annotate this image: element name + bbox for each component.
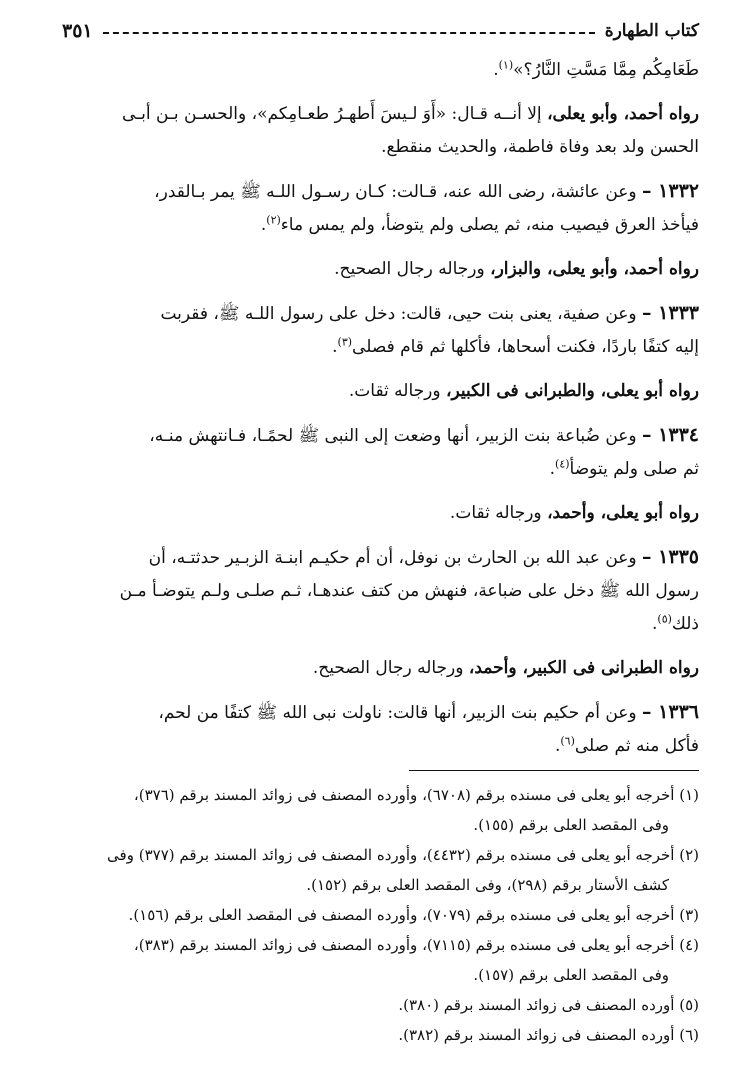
text-line: وعن عبد الله بن الحارث بن نوفل، أن أم حكيـم ابنـة الزبـير حدثتـه، أن	[148, 548, 637, 568]
footnote-marker: (٢)	[679, 846, 699, 864]
text-line: ورجاله ثقات.	[449, 503, 542, 523]
footnote-ref: (٦)	[560, 734, 575, 748]
text-line: طَعَامِكُم مِمَّا مَسَّتِ النَّارُ؟»	[513, 60, 699, 80]
footnote	[62, 840, 699, 900]
hadith-number: ١٣٣٢ –	[642, 180, 699, 202]
footnote-marker: (٤)	[679, 936, 699, 954]
footnote	[62, 930, 699, 990]
text-line: ورجاله ثقات.	[348, 381, 441, 401]
footnote-text: كشف الأستار برقم (٢٩٨)، وفى المقصد العلى برقم (١٥٢).	[306, 876, 669, 894]
hadith-block: ١٣٣٦ – وعن أم حكيم بنت الزبير، أنها قالت: ناولت نبى الله ﷺ كتفًا من لحم، فأكل منه ثم صلى$^{(٦)}$.	[158, 701, 699, 756]
text-block: طَعَامِكُم مِمَّا مَسَّتِ النَّارُ؟»$^{(١)}$.	[493, 58, 699, 80]
source-attribution: رواه أحمد، وأبو يعلى،	[547, 104, 699, 124]
text-line: إليه كتفًا باردًا، فكنت أسحاها، فأكلها ثم قام فصلى	[352, 337, 699, 357]
hadith-block: ١٣٣٥ – وعن عبد الله بن الحارث بن نوفل، أن أم حكيـم ابنـة الزبـير حدثتـه، أن رسول الله ﷺ دخل على ضباعة، فنهش من كتف عندهـا، ثـم صلـى ولـم يتوضـأ مـن ذلك$^{(٥)}$.	[119, 546, 699, 634]
header-dash-rule	[103, 32, 595, 34]
footnote-separator	[409, 770, 699, 771]
text-line: ورجاله رجال الصحيح.	[312, 658, 464, 678]
book-title: كتاب الطهارة	[604, 21, 699, 41]
text-line: وعن ضُباعة بنت الزبير، أنها وضعت إلى النبى ﷺ لحمًـا، فـانتهش منـه،	[149, 426, 637, 446]
text-line: ثم صلى ولم يتوضأ	[569, 459, 699, 479]
footnote-text: أخرجه أبو يعلى فى مسنده برقم (٦٧٠٨)، وأورده المصنف فى زوائد المسند برقم (٣٧٦)،	[133, 786, 675, 804]
footnote-text: وفى المقصد العلى برقم (١٥٧).	[473, 966, 669, 984]
source-attribution: رواه الطبرانى فى الكبير، وأحمد،	[468, 658, 699, 678]
text-line: ورجاله رجال الصحيح.	[334, 259, 485, 279]
text-line: ذلك	[671, 614, 699, 634]
footnote-text: وفى المقصد العلى برقم (١٥٥).	[473, 816, 669, 834]
source-attribution: رواه أبو يعلى، وأحمد،	[547, 503, 699, 523]
text-line: إلا أنــه قـال: «أَوَ لـيسَ أَطهـرُ طعـامِكم»، والحسـن بـن أبـى	[121, 104, 542, 124]
hadith-number: ١٣٣٥ –	[642, 546, 699, 568]
hadith-number: ١٣٣٣ –	[642, 302, 699, 324]
footnote	[62, 780, 699, 840]
footnote-text: أخرجه أبو يعلى فى مسنده برقم (٧١١٥)، وأورده المصنف فى زوائد المسند برقم (٣٨٣)،	[133, 936, 675, 954]
footnote-ref: (٢)	[266, 213, 281, 227]
footnote-ref: (٥)	[657, 612, 672, 626]
main-text	[62, 54, 699, 774]
footnote-marker: (١)	[679, 786, 699, 804]
page-number: ٣٥١	[62, 20, 93, 42]
footnote-ref: (٤)	[555, 457, 570, 471]
footnotes	[62, 780, 699, 1050]
text-line: الحسن ولد بعد وفاة فاطمة، والحديث منقطع.	[381, 137, 699, 157]
text-line: فأكل منه ثم صلى	[574, 736, 699, 756]
footnote	[62, 990, 699, 1020]
footnote	[62, 900, 699, 930]
source-block	[62, 497, 699, 530]
source-block	[62, 253, 699, 286]
hadith-block: ١٣٣٤ – وعن ضُباعة بنت الزبير، أنها وضعت إلى النبى ﷺ لحمًـا، فـانتهش منـه، ثم صلى ولم يتوضأ$^{(٤)}$.	[149, 424, 699, 479]
source-attribution: رواه أبو يعلى، والطبرانى فى الكبير،	[446, 381, 699, 401]
hadith-block: ١٣٣٢ – وعن عائشة، رضى الله عنه، قـالت: كـان رسـول اللـه ﷺ يمر بـالقدر، فيأخذ العرق فيصيب منه، ثم يصلى ولم يتوضأ، ولم يمس ماء$^{(٢)}$.	[154, 180, 699, 235]
footnote-marker: (٥)	[679, 996, 699, 1014]
footnote-text: أخرجه أبو يعلى فى مسنده برقم (٧٠٧٩)، وأورده المصنف فى المقصد العلى برقم (١٥٦).	[128, 906, 675, 924]
footnote-marker: (٦)	[679, 1026, 699, 1044]
hadith-number: ١٣٣٤ –	[642, 424, 699, 446]
source-block	[62, 98, 699, 164]
footnote-text: أخرجه أبو يعلى فى مسنده برقم (٤٤٣٢)، وأورده المصنف فى زوائد المسند برقم (٣٧٧) وفى	[107, 846, 675, 864]
text-line: وعن أم حكيم بنت الزبير، أنها قالت: ناولت نبى الله ﷺ كتفًا من لحم،	[158, 703, 637, 723]
footnote	[62, 1020, 699, 1050]
running-header	[62, 18, 699, 44]
source-block	[62, 375, 699, 408]
footnote-text: أورده المصنف فى زوائد المسند برقم (٣٨٢).	[398, 1026, 675, 1044]
hadith-number: ١٣٣٦ –	[642, 701, 699, 723]
footnote-ref: (٣)	[337, 335, 353, 349]
hadith-block: ١٣٣٣ – وعن صفية، يعنى بنت حيى، قالت: دخل على رسول اللـه ﷺ، فقربت إليه كتفًا باردًا، فكنت أسحاها، فأكلها ثم قام فصلى$^{(٣)}$.	[160, 302, 699, 357]
text-line: فيأخذ العرق فيصيب منه، ثم يصلى ولم يتوضأ، ولم يمس ماء	[280, 215, 699, 235]
footnote-marker: (٣)	[679, 906, 699, 924]
source-attribution: رواه أحمد، وأبو يعلى، والبزار،	[490, 259, 699, 279]
text-line: وعن صفية، يعنى بنت حيى، قالت: دخل على رسول اللـه ﷺ، فقربت	[160, 304, 637, 324]
text-line: رسول الله ﷺ دخل على ضباعة، فنهش من كتف عندهـا، ثـم صلـى ولـم يتوضـأ مـن	[119, 581, 699, 601]
source-block	[62, 652, 699, 685]
footnote-ref: (١)	[498, 58, 514, 72]
footnote-text: أورده المصنف فى زوائد المسند برقم (٣٨٠).	[398, 996, 675, 1014]
text-line: وعن عائشة، رضى الله عنه، قـالت: كـان رسـول اللـه ﷺ يمر بـالقدر،	[154, 182, 637, 202]
